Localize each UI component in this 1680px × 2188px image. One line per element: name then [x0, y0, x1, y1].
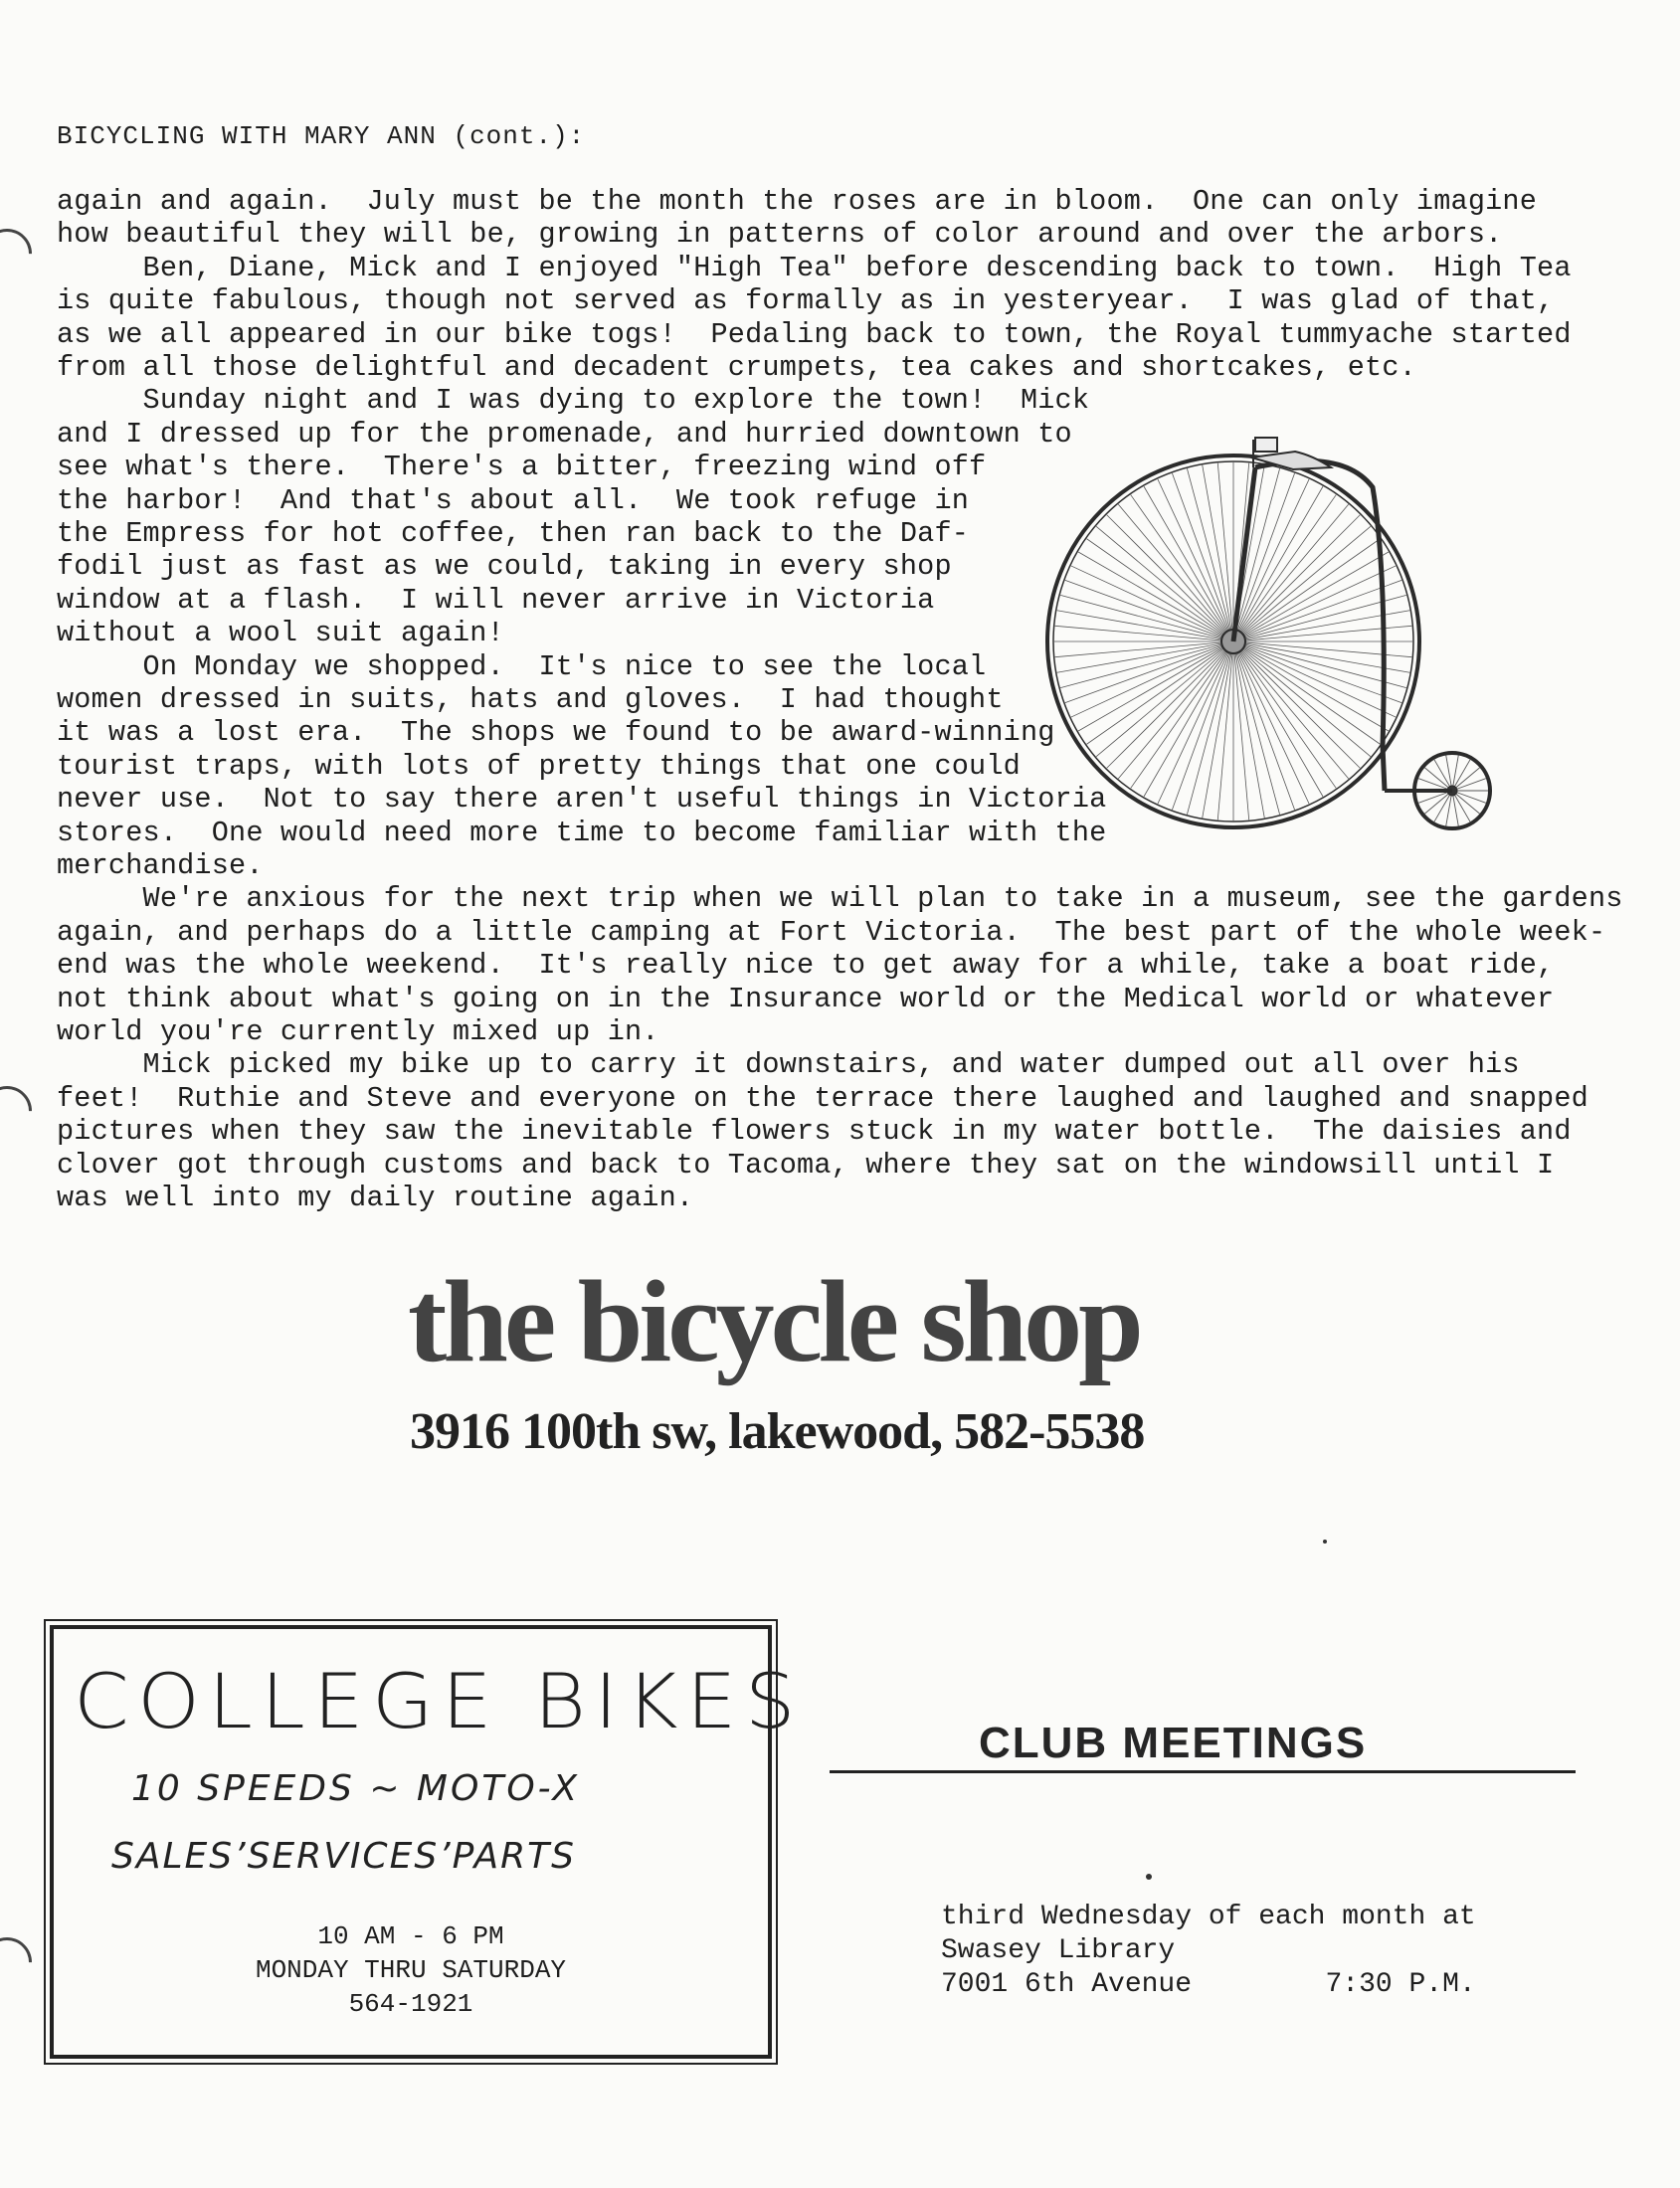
article-line: how beautiful they will be, growing in patterns of color around and over the arbors.	[57, 218, 1503, 252]
article-line: pictures when they saw the inevitable flowers stuck in my water bottle. The daisies and	[57, 1115, 1572, 1149]
college-bikes-services: SALES’SERVICES’PARTS	[111, 1836, 577, 1877]
article-line: merchandise.	[57, 849, 264, 882]
article-line: We're anxious for the next trip when we will plan to take in a museum, see the gardens	[57, 882, 1623, 916]
article-title: BICYCLING WITH MARY ANN (cont.):	[57, 121, 586, 151]
article-line: was well into my daily routine again.	[57, 1182, 694, 1214]
binder-hole-bottom	[0, 1927, 42, 1998]
college-bikes-hours: 10 AM - 6 PM	[317, 1921, 504, 1951]
club-meetings-schedule: third Wednesday of each month at	[941, 1902, 1476, 1932]
article-line: Sunday night and I was dying to explore the town! Mick	[57, 384, 1090, 418]
article-line: window at a flash. I will never arrive in Victoria	[57, 583, 935, 617]
college-bikes-ad	[50, 1625, 804, 2059]
article-line: and I dressed up for the promenade, and hurried downtown to	[57, 417, 1072, 451]
article-line: is quite fabulous, though not served as formally as in yesteryear. I was glad of that,	[57, 284, 1555, 318]
article-line: end was the whole weekend. It's really nice to get away for a while, take a boat ride,	[57, 949, 1555, 983]
article-line: women dressed in suits, hats and gloves. I had thought	[57, 683, 1004, 716]
college-bikes-subtitle: 10 SPEEDS ~ MOTO-X	[131, 1768, 581, 1809]
article-line: world you're currently mixed up in.	[57, 1015, 659, 1048]
college-bikes-days: MONDAY THRU SATURDAY	[255, 1955, 567, 1985]
bicycle-shop-address: 3916 100th sw, lakewood, 582-5538	[410, 1403, 1145, 1460]
article-line: never use. Not to say there aren't useful things in Victoria	[57, 783, 1107, 817]
article-line: On Monday we shopped. It's nice to see the local	[57, 649, 987, 683]
article-line: the Empress for hot coffee, then ran back to the Daf-	[57, 517, 970, 550]
club-meetings-address-time: 7001 6th Avenue 7:30 P.M.	[941, 1969, 1476, 2000]
article-line: not think about what's going on in the Insurance world or the Medical world or whatever	[57, 982, 1555, 1015]
article-line: Mick picked my bike up to carry it downstairs, and water dumped out all over his	[57, 1048, 1520, 1082]
article-line: tourist traps, with lots of pretty things that one could	[57, 749, 1021, 783]
article-line: fodil just as fast as we could, taking in every shop	[57, 550, 952, 584]
article-line: again, and perhaps do a little camping at Fort Victoria. The best part of the whole week-	[57, 915, 1606, 949]
article-line: the harbor! And that's about all. We took refuge in	[57, 483, 970, 517]
article-line: see what's there. There's a bitter, freezing wind off	[57, 451, 987, 484]
article-line: stores. One would need more time to become familiar with the	[57, 816, 1107, 849]
binder-hole-middle	[0, 1076, 42, 1147]
club-meetings-title: CLUB MEETINGS	[979, 1719, 1368, 1767]
college-bikes-phone: 564-1921	[348, 1989, 473, 2019]
dot-mark	[1146, 1874, 1152, 1880]
article-line: without a wool suit again!	[57, 617, 504, 650]
dot-mark	[1323, 1540, 1327, 1544]
article-line: it was a lost era. The shops we found to be award-winning	[57, 716, 1055, 750]
article-line: again and again. July must be the month the roses are in bloom. One can only imagine	[57, 185, 1538, 218]
binder-hole-top	[0, 219, 42, 289]
college-bikes-title: COLLEGE BIKES	[74, 1657, 804, 1745]
bicycle-shop-logo: the bicycle shop	[408, 1256, 1140, 1386]
penny-farthing-illustration	[1044, 408, 1512, 845]
club-meetings-rule	[830, 1770, 1576, 1773]
rear-wheel	[1385, 753, 1490, 828]
club-meetings-location: Swasey Library	[941, 1935, 1176, 1966]
article-line: from all those delightful and decadent crumpets, tea cakes and shortcakes, etc.	[57, 351, 1416, 384]
article-line: feet! Ruthie and Steve and everyone on the terrace there laughed and laughed and snapped	[57, 1081, 1588, 1115]
article-line: as we all appeared in our bike togs! Pedaling back to town, the Royal tummyache started	[57, 317, 1572, 351]
article-line: clover got through customs and back to Tacoma, where they sat on the windowsill until I	[57, 1148, 1555, 1182]
article-line: Ben, Diane, Mick and I enjoyed "High Tea" before descending back to town. High Tea	[57, 251, 1572, 284]
